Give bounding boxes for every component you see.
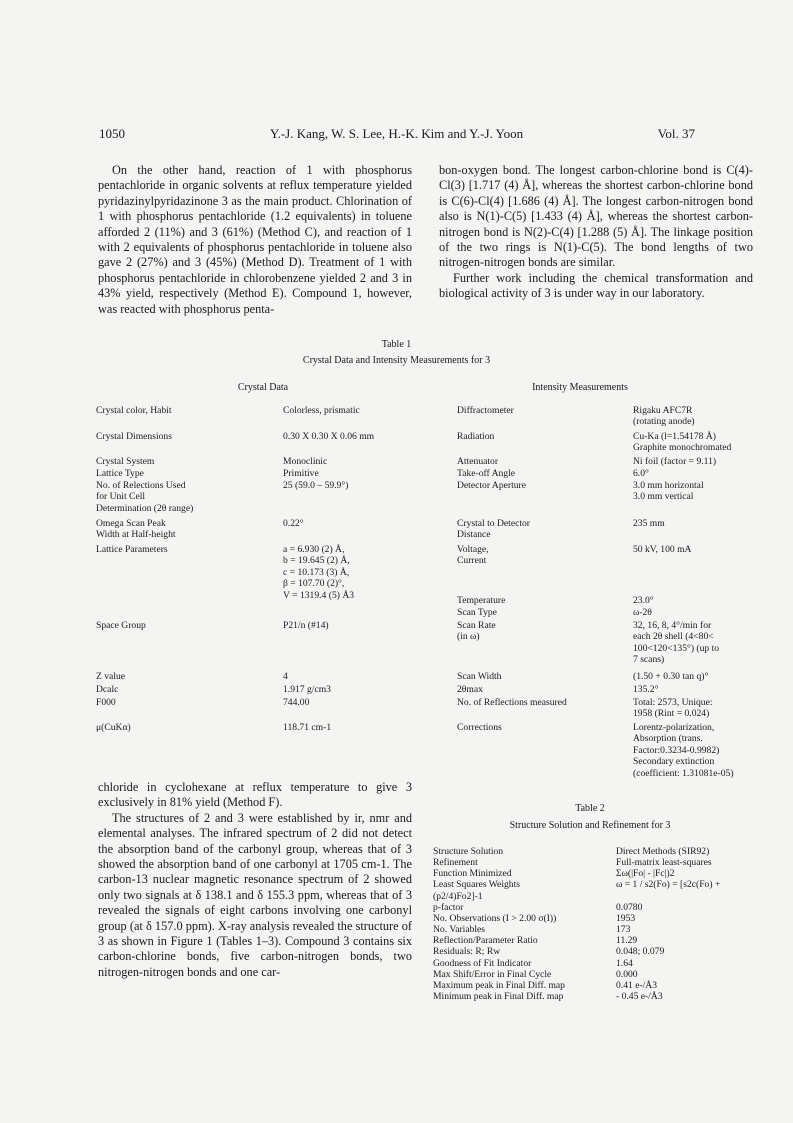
volume-label: Vol. 37 [657, 126, 695, 141]
paragraph: bon-oxygen bond. The longest carbon-chlorine bond is C(4)-Cl(3) [1.717 (4) Å], whereas the shortest carbon-chlorine bond is C(6)-Cl(4) [1.686 (4) Å]. The longest carbon-nitrogen bond also is N(1)-C(5) [1.433 (4) Å], whereas the shortest carbon-nitrogen bond is N(2)-C(4) [1.288 (5) Å]. The linkage position of the two rings is N(1)-C(5). The bond lengths of two nitrogen-nitrogen bonds are similar. [439, 163, 753, 270]
table2-label-cell: Refinement [433, 857, 478, 869]
table2-label-cell: Least Squares Weights [433, 879, 520, 891]
table1-left-value: a = 6.930 (2) Å, b = 19.645 (2) Å, c = 10.173 (3) Å, β = 107.70 (2)°, V = 1319.4 (5) Å3 [283, 544, 355, 601]
table2-value-cell: ω = 1 / s2(Fo) = [s2c(Fo) + [616, 879, 721, 891]
table2-value-cell: 11.29 [616, 935, 638, 947]
table2-label-cell: p-factor [433, 901, 464, 913]
page-number: 1050 [99, 126, 125, 141]
table1-right-value: Ni foil (factor = 9.11) [633, 456, 717, 467]
table1-left-label: Omega Scan Peak Width at Half-height [96, 518, 176, 541]
table1-left-label: Space Group [96, 620, 146, 631]
table1-left-value: 744.00 [283, 697, 310, 708]
table1-right-label: Crystal to Detector Distance [457, 518, 530, 541]
table1-left-value: 25 (59.0 – 59.9°) [283, 480, 349, 491]
running-header-authors: Y.-J. Kang, W. S. Lee, H.-K. Kim and Y.-J. Yoon [269, 126, 524, 141]
table1-right-label: Voltage, Current [457, 544, 489, 567]
table1-left-label: Crystal color, Habit [96, 405, 172, 416]
table2-label-cell: Max Shift/Error in Final Cycle [433, 968, 552, 980]
table1-left-value: Colorless, prismatic [283, 405, 360, 416]
table1-left-value: Primitive [283, 468, 319, 479]
table2-label-cell: Maximum peak in Final Diff. map [433, 979, 565, 991]
table1-left-label: Dcalc [96, 684, 119, 695]
table2-label-cell: Reflection/Parameter Ratio [433, 935, 538, 947]
table2-value-cell: 0.048; 0.079 [616, 946, 665, 958]
table1-right-value: 32, 16, 8, 4°/min for each 2θ shell (4<80< 100<120<135°) (up to 7 scans) [633, 620, 720, 666]
table1-left-heading: Crystal Data [237, 382, 289, 393]
table1-left-value: 0.30 X 0.30 X 0.06 mm [283, 431, 375, 442]
table2-label-cell: No. Observations (I > 2.00 σ(I)) [433, 912, 557, 924]
table2-value-cell: 1.64 [616, 957, 633, 969]
table1-left-label: No. of Relections Used for Unit Cell Determination (2θ range) [96, 480, 194, 514]
table1-left-value: 4 [283, 671, 288, 682]
table1-left-label: F000 [96, 697, 116, 708]
table2-value-cell: 0.0780 [616, 901, 643, 913]
table2-value-cell: 0.000 [616, 968, 638, 980]
table2-label-cell: Minimum peak in Final Diff. map [433, 990, 564, 1002]
table2-label-cell: Goodness of Fit Indicator [433, 957, 532, 969]
table2-title: Structure Solution and Refinement for 3 [509, 820, 671, 831]
table2-value-cell: Σω(|Fo| - |Fc|)2 [616, 868, 675, 880]
table1-left-label: μ(CuKα) [96, 722, 131, 733]
table1-right-label: Temperature [457, 595, 506, 606]
table1-right-label: Corrections [457, 722, 502, 733]
table1-right-value: Rigaku AFC7R (rotating anode) [633, 405, 695, 428]
table2-label-cell: Structure Solution [433, 846, 504, 857]
table2-label-cell: Function Minimized [433, 868, 512, 880]
table2-value-cell: 1953 [616, 912, 636, 924]
paragraph: chloride in cyclohexane at reflux temperature to give 3 exclusively in 81% yield (Method F). [98, 780, 412, 810]
table2-value-cell: - 0.45 e-/Å3 [616, 990, 663, 1002]
table1-left-value: 0.22° [283, 518, 304, 529]
table1-right-value: Cu-Ka (l=1.54178 Å) Graphite monochromated [633, 431, 732, 454]
table1-right-label: Diffractometer [457, 405, 514, 416]
table1-right-label: Radiation [457, 431, 495, 442]
table1-right-label: Scan Rate (in ω) [457, 620, 496, 643]
table1-right-label: 2θmax [457, 684, 483, 695]
table2-label-cell: Residuals: R; Rw [433, 946, 501, 958]
table1-right-label: No. of Reflections measured [457, 697, 567, 708]
table1-right-label: Scan Width [457, 671, 502, 682]
table1-left-value: Monoclinic [283, 456, 328, 467]
table1-right-label: Take-off Angle [457, 468, 516, 479]
table1-label: Table 1 [381, 339, 412, 350]
table1-right-heading: Intensity Measurements [532, 382, 628, 393]
table1-right-value: ω-2θ [633, 607, 652, 618]
table2-value-cell: 0.41 e-/Å3 [616, 979, 658, 991]
table1-right-value: 6.0° [633, 468, 649, 479]
table1-left-label: Lattice Type [96, 468, 144, 479]
table1-left-label: Z value [96, 671, 126, 682]
table1-right-value: 50 kV, 100 mA [633, 544, 692, 555]
table1-right-value: Lorentz-polarization, Absorption (trans. Factor:0.3234-0.9982) Secondary extinction (coefficient: 1.31081e-05) [633, 722, 734, 779]
table1-right-label: Attenuator [457, 456, 499, 467]
table1-right-value: 235 mm [633, 518, 665, 529]
table2-value-cell: Full-matrix least-squares [616, 857, 712, 869]
table1-right-value: 23.0° [633, 595, 654, 606]
table1-right-value: 3.0 mm horizontal 3.0 mm vertical [633, 480, 704, 503]
table1-title: Crystal Data and Intensity Measurements for 3 [302, 355, 491, 366]
paragraph: The structures of 2 and 3 were established by ir, nmr and elemental analyses. The infrared spectrum of 2 did not detect the absorption band of the carbonyl group, whereas that of 3 showed the absorption band of one carbonyl at 1705 cm-1. The carbon-13 nuclear magnetic resonance spectrum of 2 showed only two signals at δ 138.1 and δ 155.3 ppm, whereas that of 3 revealed the signals of eight carbons involving one carbonyl group (at δ 157.0 ppm). X-ray analysis revealed the structure of 3 as shown in Figure 1 (Tables 1–3). Compound 3 contains six carbon-chlorine bonds, five carbon-nitrogen bonds, two nitrogen-nitrogen bonds and one car- [98, 810, 412, 979]
table1-right-label: Detector Aperture [457, 480, 526, 491]
table1-left-value: 1.917 g/cm3 [283, 684, 331, 695]
table1-right-value: (1.50 + 0.30 tan q)° [633, 671, 709, 682]
table1-right-value: 135.2° [633, 684, 659, 695]
table1-right-label: Scan Type [457, 607, 497, 618]
table2-value-cell: 173 [616, 924, 631, 936]
table2-label-cell: No. Variables [433, 924, 486, 936]
table2-label-cell: (p2/4)Fo2]-1 [433, 890, 483, 902]
paragraph: On the other hand, reaction of 1 with phosphorus pentachloride in organic solvents at reflux temperature yielded pyridazinylpyridazinone 3 as the main product. Chlorination of 1 with phosphorus pentachloride (1.2 equivalents) in toluene afforded 2 (11%) and 3 (61%) (Method C), and reaction of 1 with 2 equivalents of phosphorus pentachloride in toluene also gave 2 (27%) and 3 (45%) (Method D). Treatment of 1 with phosphorus pentachloride in chlorobenzene yielded 2 and 3 in 43% yield, respectively (Method E). Compound 1, however, was reacted with phosphorus penta- [98, 163, 412, 316]
table1-left-label: Lattice Parameters [96, 544, 168, 555]
table1-left-value: 118.71 cm-1 [283, 722, 332, 733]
table2-value-cell: Direct Methods (SIR92) [616, 846, 710, 857]
table1-left-label: Crystal Dimensions [96, 431, 172, 442]
table2-label: Table 2 [575, 803, 605, 814]
table1-right-value: Total: 2573, Unique: 1958 (Rint = 0.024) [633, 697, 713, 720]
table1-left-label: Crystal System [96, 456, 155, 467]
table1-left-value: P21/n (#14) [283, 620, 329, 631]
paragraph: Further work including the chemical transformation and biological activity of 3 is under way in our laboratory. [439, 270, 753, 301]
